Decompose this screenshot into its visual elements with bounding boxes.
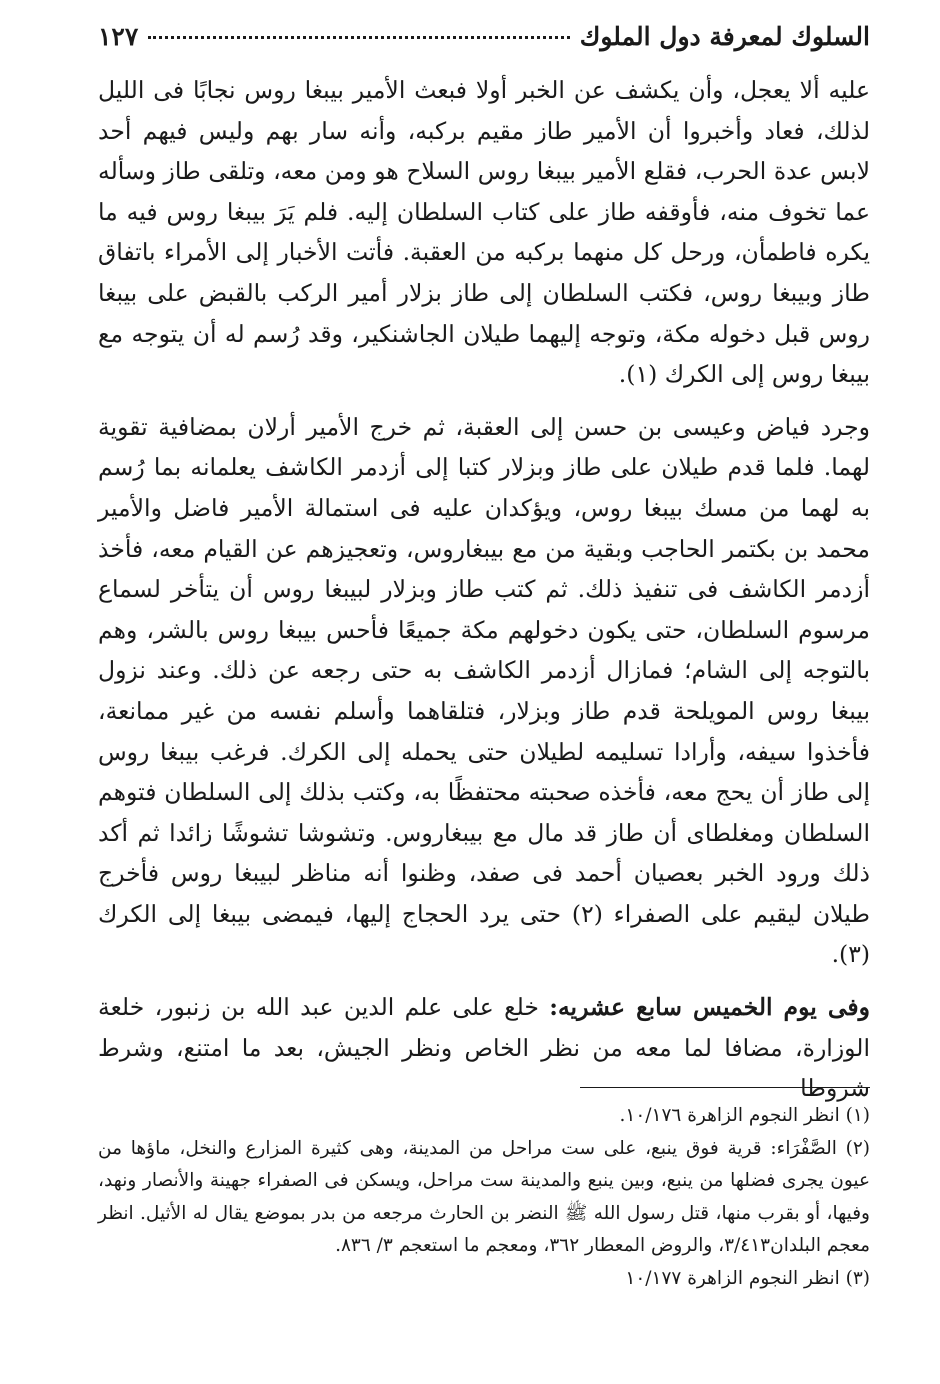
paragraph-1 <box>98 70 870 395</box>
book-title: السلوك لمعرفة دول الملوك <box>579 22 870 51</box>
footnote-separator <box>580 1087 870 1088</box>
footnote-1: (١) انظر النجوم الزاهرة ١٠/١٧٦. <box>619 1105 870 1126</box>
page <box>98 22 870 1109</box>
footnotes <box>98 1100 870 1295</box>
running-header <box>98 22 870 62</box>
footnote-2: (٢) الصَّفْرَاء: قرية فوق ينبع، على ست مراحل من المدينة، وهى كثيرة المزارع والنخل، ماؤها من عيون يجرى فضلها من ينبع، وبين ينبع والمدينة ست مراحل، ويسكن فى الصفراء جهينة والأنصار ونهد، وفيها، أو بقرب منها، قتل رسول الله ﷺ النضر بن الحارث مرجعه من بدر بموضع يقال له الأثيل. انظر معجم البلدان٣/٤١٣، والروض المعطار ٣٦٢، ومعجم ما استعجم ٣/ ٨٣٦. <box>98 1137 870 1256</box>
paragraph-lead-date: وفى يوم الخميس سابع عشريه: <box>549 993 870 1022</box>
header-leader-dots <box>148 36 569 39</box>
paragraph-text: خلع على علم الدين عبد الله بن زنبور، خلعة الوزارة، مضافا لما معه من نظر الخاص ونظر الجيش، بعد ما امتنع، وشرط شروطا <box>98 993 870 1103</box>
paragraph-text: وجرد فياض وعيسى بن حسن إلى العقبة، ثم خرج الأمير أرلان بمضافية تقوية لهما. فلما قدم طيلان على طاز وبزلار كتبا إلى أزدمر الكاشف يعلمانه بما رُسم به لهما من مسك بيبغا روس، ويؤكدان عليه فى استمالة الأمير فاضل والأمير محمد بن بكتمر الحاجب وبقية من مع بيبغاروس، وتعجيزهم عن القيام معه، فأخذ أزدمر الكاشف فى تنفيذ ذلك. ثم كتب طاز وبزلار لبيبغا روس أن يتأخر لسماع مرسوم السلطان، حتى يكون دخولهم مكة جميعًا فأحس بيبغا روس بالشر، وهم بالتوجه إلى الشام؛ فمازال أزدمر الكاشف به حتى رجعه عن ذلك. وعند نزول بيبغا روس المويلحة قدم طاز وبزلار، فتلقاهما وأسلم نفسه من غير ممانعة، فأخذوا سيفه، وأرادا تسليمه لطيلان حتى يحمله إلى الكرك. فرغب بيبغا روس إلى طاز أن يحج معه، فأخذه صحبته محتفظًا به، وكتب بذلك إلى السلطان فتوهم السلطان ومغلطاى أن طاز قد مال مع بيبغاروس. وتشوشا تشوشًا زائدا ثم أكد ذلك ورود الخبر بعصيان أحمد فى صفد، وظنوا أنه مناظر لبيبغا روس فأخرج طيلان ليقيم على الصفراء (٢) حتى يرد الحجاج إليها، فيمضى بيبغا إلى الكرك (٣). <box>98 412 870 969</box>
paragraph-text: عليه ألا يعجل، وأن يكشف عن الخبر أولا فبعث الأمير بيبغا روس نجابًا فى الليل لذلك، فعاد وأخبروا أن الأمير طاز مقيم بركبه، وأنه سار بهم وليس فيهم أحد لابس عدة الحرب، فقلع الأمير بيبغا روس السلاح هو ومن معه، وتلقى طاز وسأله عما تخوف منه، فأوقفه طاز على كتاب السلطان إليه. فلم يَرَ بيبغا روس فيه ما يكره فاطمأن، ورحل كل منهما بركبه من العقبة. فأتت الأخبار إلى الأمراء باتفاق طاز وبيبغا روس، فكتب السلطان إلى طاز بزلار أمير الركب بالقبض على بيبغا روس قبل دخوله مكة، وتوجه إليهما طيلان الجاشنكير، وقد رُسم له أن يتوجه مع بيبغا روس إلى الكرك (١). <box>98 76 870 389</box>
paragraph-3 <box>98 987 870 1109</box>
page-number: ١٢٧ <box>98 22 139 51</box>
paragraph-2 <box>98 407 870 975</box>
footnote-3: (٣) انظر النجوم الزاهرة ١٠/١٧٧ <box>625 1267 870 1289</box>
